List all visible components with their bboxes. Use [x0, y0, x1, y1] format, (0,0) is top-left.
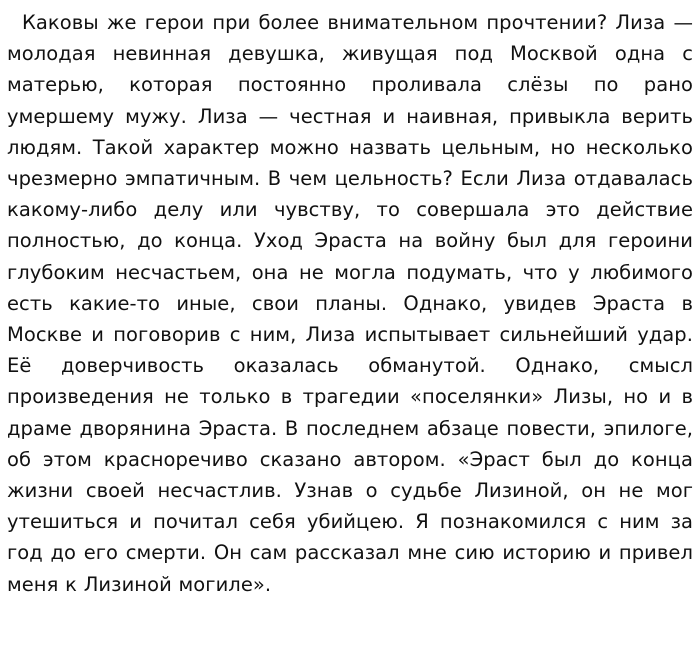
document-page — [7, 7, 693, 600]
body-paragraph: Каковы же герои при более внимательном прочтении? Лиза — молодая невинная девушка, живущая под Москвой одна с матерью, которая постоянно проливала слёзы по рано умершему мужу. Лиза — честная и наивная, привыкла верить людям. Такой характер можно назвать цельным, но несколько чрезмерно эмпатичным. В чем цельность? Если Лиза отдавалась какому-либо делу или чувству, то совершала это действие полностью, до конца. Уход Эраста на войну был для героини глубоким несчастьем, она не могла подумать, что у любимого есть какие-то иные, свои планы. Однако, увидев Эраста в Москве и поговорив с ним, Лиза испытывает сильнейший удар. Её доверчивость оказалась обманутой. Однако, смысл произведения не только в трагедии «поселянки» Лизы, но и в драме дворянина Эраста. В последнем абзаце повести, эпилоге, об этом красноречиво сказано автором. «Эраст был до конца жизни своей несчастлив. Узнав о судьбе Лизиной, он не мог утешиться и почитал себя убийцею. Я познакомился с ним за год до его смерти. Он сам рассказал мне сию историю и привел меня к Лизиной могиле». — [7, 11, 693, 596]
